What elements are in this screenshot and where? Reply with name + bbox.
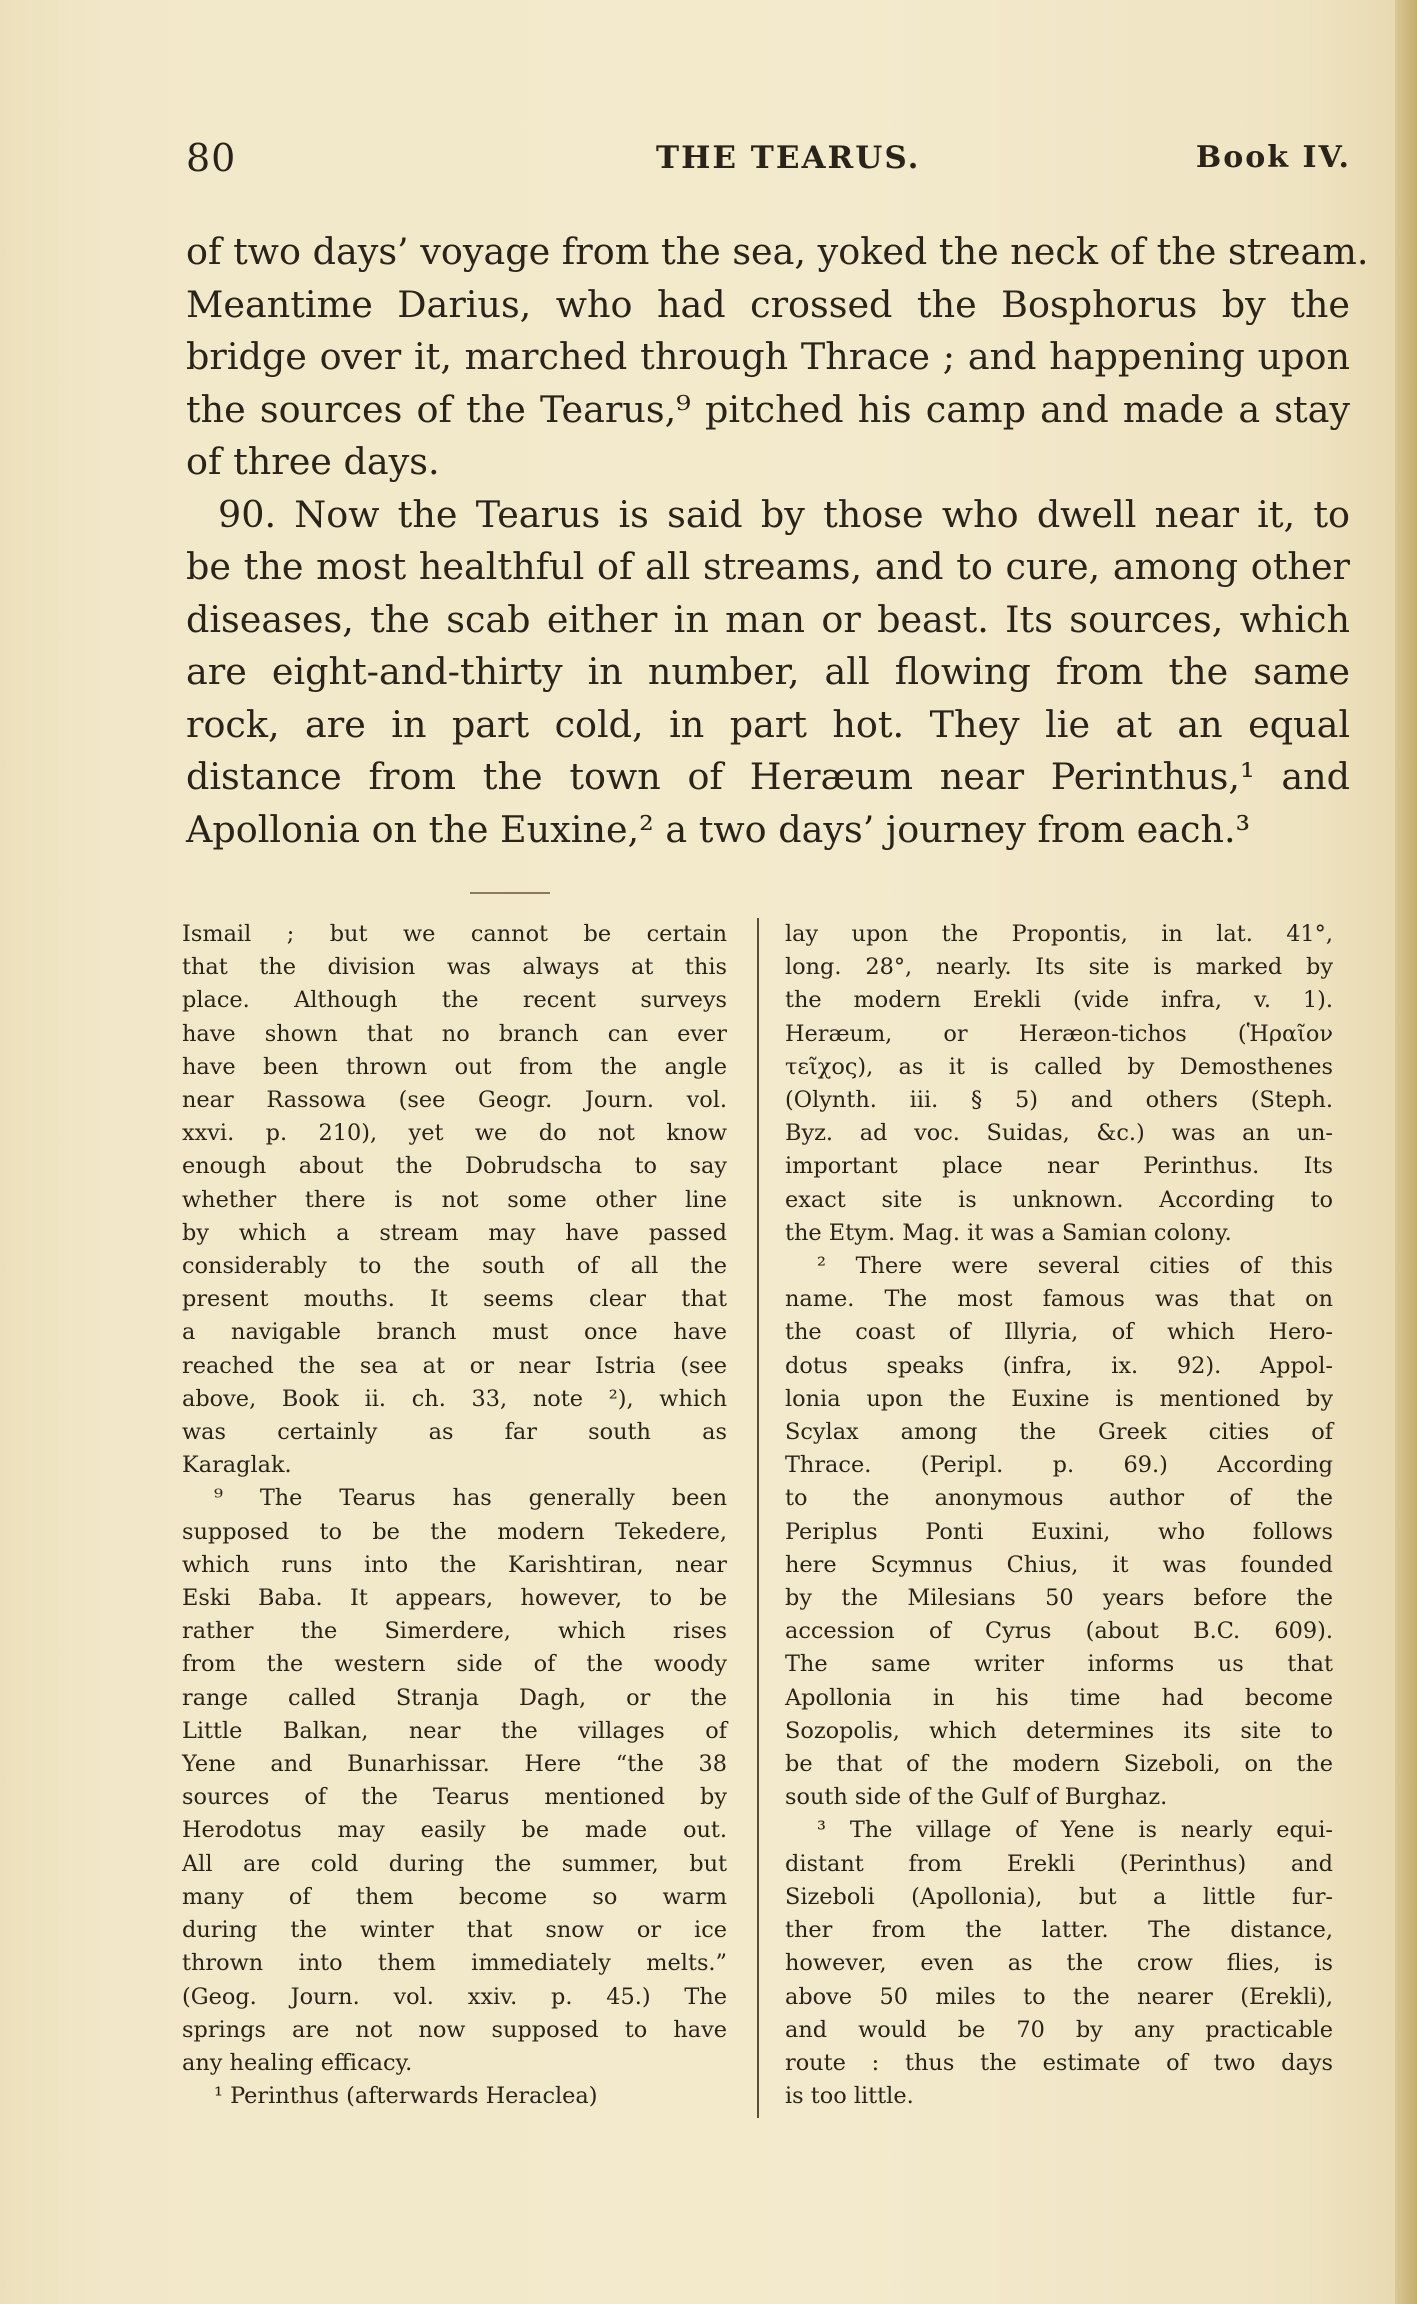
main-text-line: the sources of the Tearus,⁹ pitched his camp and made a stay [186,387,1350,431]
page-edge [1395,0,1417,2304]
footnote-line: is too little. [785,2083,914,2110]
footnote-line: by which a stream may have passed [182,1219,727,1246]
footnote-line: exact site is unknown. According to [785,1186,1333,1213]
main-text-line: of two days’ voyage from the sea, yoked the neck of the stream. [186,230,1369,273]
footnote-line: xxvi. p. 210), yet we do not know [182,1120,727,1147]
footnote-line: distant from Erekli (Perinthus) and [785,1850,1333,1877]
footnote-line: springs are not now supposed to have [182,2016,727,2043]
footnote-line: supposed to be the modern Tekedere, [182,1518,727,1545]
footnote-line: Eski Baba. It appears, however, to be [182,1585,727,1612]
footnote-line: any healing efficacy. [182,2049,413,2076]
footnote-line: Periplus Ponti Euxini, who follows [785,1518,1333,1545]
footnote-line: here Scymnus Chius, it was founded [785,1551,1333,1578]
footnote-line: many of them become so warm [182,1883,727,1910]
footnote-line: a navigable branch must once have [182,1319,727,1346]
footnote-line: τεῖχος), as it is called by Demosthenes [785,1053,1333,1080]
footnote-line: place. Although the recent surveys [182,987,727,1014]
footnote-line: ⁹ The Tearus has generally been [214,1485,727,1512]
footnote-line: that the division was always at this [182,954,727,981]
column-divider [757,918,759,2118]
footnote-line: All are cold during the summer, but [182,1850,727,1877]
footnote-line: (Geog. Journ. vol. xxiv. p. 45.) The [182,1983,727,2010]
footnote-line: by the Milesians 50 years before the [785,1585,1333,1612]
footnote-line: lonia upon the Euxine is mentioned by [785,1385,1333,1412]
footnote-line: accession of Cyrus (about B.C. 609). [785,1618,1333,1645]
running-header [186,136,1351,186]
footnote-line: ² There were several cities of this [817,1253,1333,1280]
book-label: Book IV. [1195,140,1351,175]
footnote-line: present mouths. It seems clear that [182,1286,727,1313]
footnote-line: reached the sea at or near Istria (see [182,1352,727,1379]
footnote-line: (Olynth. iii. § 5) and others (Steph. [785,1087,1333,1114]
footnote-line: be that of the modern Sizeboli, on the [785,1751,1333,1778]
footnote-line: during the winter that snow or ice [182,1917,727,1944]
footnote-line: sources of the Tearus mentioned by [182,1784,727,1811]
footnote-line: important place near Perinthus. Its [785,1153,1333,1180]
footnote-line: have shown that no branch can ever [182,1020,727,1047]
footnote-line: to the anonymous author of the [785,1485,1333,1512]
main-text-line: be the most healthful of all streams, and to cure, among other [186,545,1350,588]
footnote-line: the modern Erekli (vide infra, v. 1). [785,987,1333,1014]
footnote-line: and would be 70 by any practicable [785,2016,1333,2043]
main-text-line: 90. Now the Tearus is said by those who dwell near it, to [218,492,1350,536]
page-number: 80 [186,136,237,180]
footnote-line: enough about the Dobrudscha to say [182,1153,727,1180]
footnote-line: above 50 miles to the nearer (Erekli), [785,1983,1333,2010]
main-text-line: rock, are in part cold, in part hot. They lie at an equal [186,702,1350,746]
main-text-line: are eight-and-thirty in number, all flowing from the same [186,650,1350,693]
footnote-line: Herodotus may easily be made out. [182,1817,727,1844]
footnote-line: dotus speaks (infra, ix. 92). Appol- [785,1352,1333,1379]
footnote-line: was certainly as far south as [182,1419,727,1446]
footnote-line: ther from the latter. The distance, [785,1917,1333,1944]
footnote-line: Scylax among the Greek cities of [785,1419,1333,1446]
footnote-line: which runs into the Karishtiran, near [182,1551,727,1578]
main-text-line: Meantime Darius, who had crossed the Bosphorus by the [186,282,1350,326]
footnotes-left-column [182,918,727,2113]
footnote-line: Thrace. (Peripl. p. 69.) According [785,1452,1333,1479]
main-text-line: Apollonia on the Euxine,² a two days’ journey from each.³ [186,807,1251,851]
footnote-line: have been thrown out from the angle [182,1053,727,1080]
main-text-line: bridge over it, marched through Thrace ; and happening upon [186,335,1350,378]
main-text-line: diseases, the scab either in man or beast. Its sources, which [186,597,1350,641]
footnote-line: Sizeboli (Apollonia), but a little fur- [785,1883,1333,1910]
footnote-line: Sozopolis, which determines its site to [785,1717,1333,1744]
footnote-line: whether there is not some other line [182,1186,727,1213]
footnote-line: above, Book ii. ch. 33, note ²), which [182,1385,727,1412]
footnote-line: however, even as the crow flies, is [785,1950,1333,1977]
footnote-line: long. 28°, nearly. Its site is marked by [785,954,1333,981]
footnote-line: the coast of Illyria, of which Hero- [785,1319,1333,1346]
separator-rule [470,892,550,894]
footnote-line: the Etym. Mag. it was a Samian colony. [785,1219,1232,1246]
footnote-line: rather the Simerdere, which rises [182,1618,727,1645]
footnote-line: near Rassowa (see Geogr. Journ. vol. [182,1087,727,1114]
footnote-line: name. The most famous was that on [785,1286,1333,1313]
footnote-line: Ismail ; but we cannot be certain [182,921,727,947]
main-text [186,226,1369,856]
footnote-line: Yene and Bunarhissar. Here “the 38 [182,1751,727,1778]
footnote-line: lay upon the Propontis, in lat. 41°, [785,921,1333,947]
footnote-line: ¹ Perinthus (afterwards Heraclea) [214,2083,598,2110]
running-title: THE TEARUS. [656,140,921,176]
footnote-line: south side of the Gulf of Burghaz. [785,1784,1168,1811]
footnote-line: Apollonia in his time had become [785,1684,1333,1711]
footnote-line: route : thus the estimate of two days [785,2049,1333,2076]
footnote-line: Karaglak. [182,1452,292,1479]
footnote-line: ³ The village of Yene is nearly equi- [817,1817,1333,1844]
main-text-line: of three days. [186,440,440,483]
footnote-line: thrown into them immediately melts.” [182,1950,727,1977]
footnote-line: considerably to the south of all the [182,1253,727,1280]
footnotes-right-column [785,918,1333,2113]
footnote-line: from the western side of the woody [182,1651,727,1678]
footnote-line: Byz. ad voc. Suidas, &c.) was an un- [785,1120,1333,1147]
main-text-line: distance from the town of Heræum near Perinthus,¹ and [186,755,1350,798]
footnote-line: The same writer informs us that [785,1651,1333,1678]
footnote-line: Heræum, or Heræon-tichos (Ἡραῖον [785,1020,1333,1047]
footnote-line: Little Balkan, near the villages of [182,1717,727,1744]
footnote-line: range called Stranja Dagh, or the [182,1684,727,1711]
